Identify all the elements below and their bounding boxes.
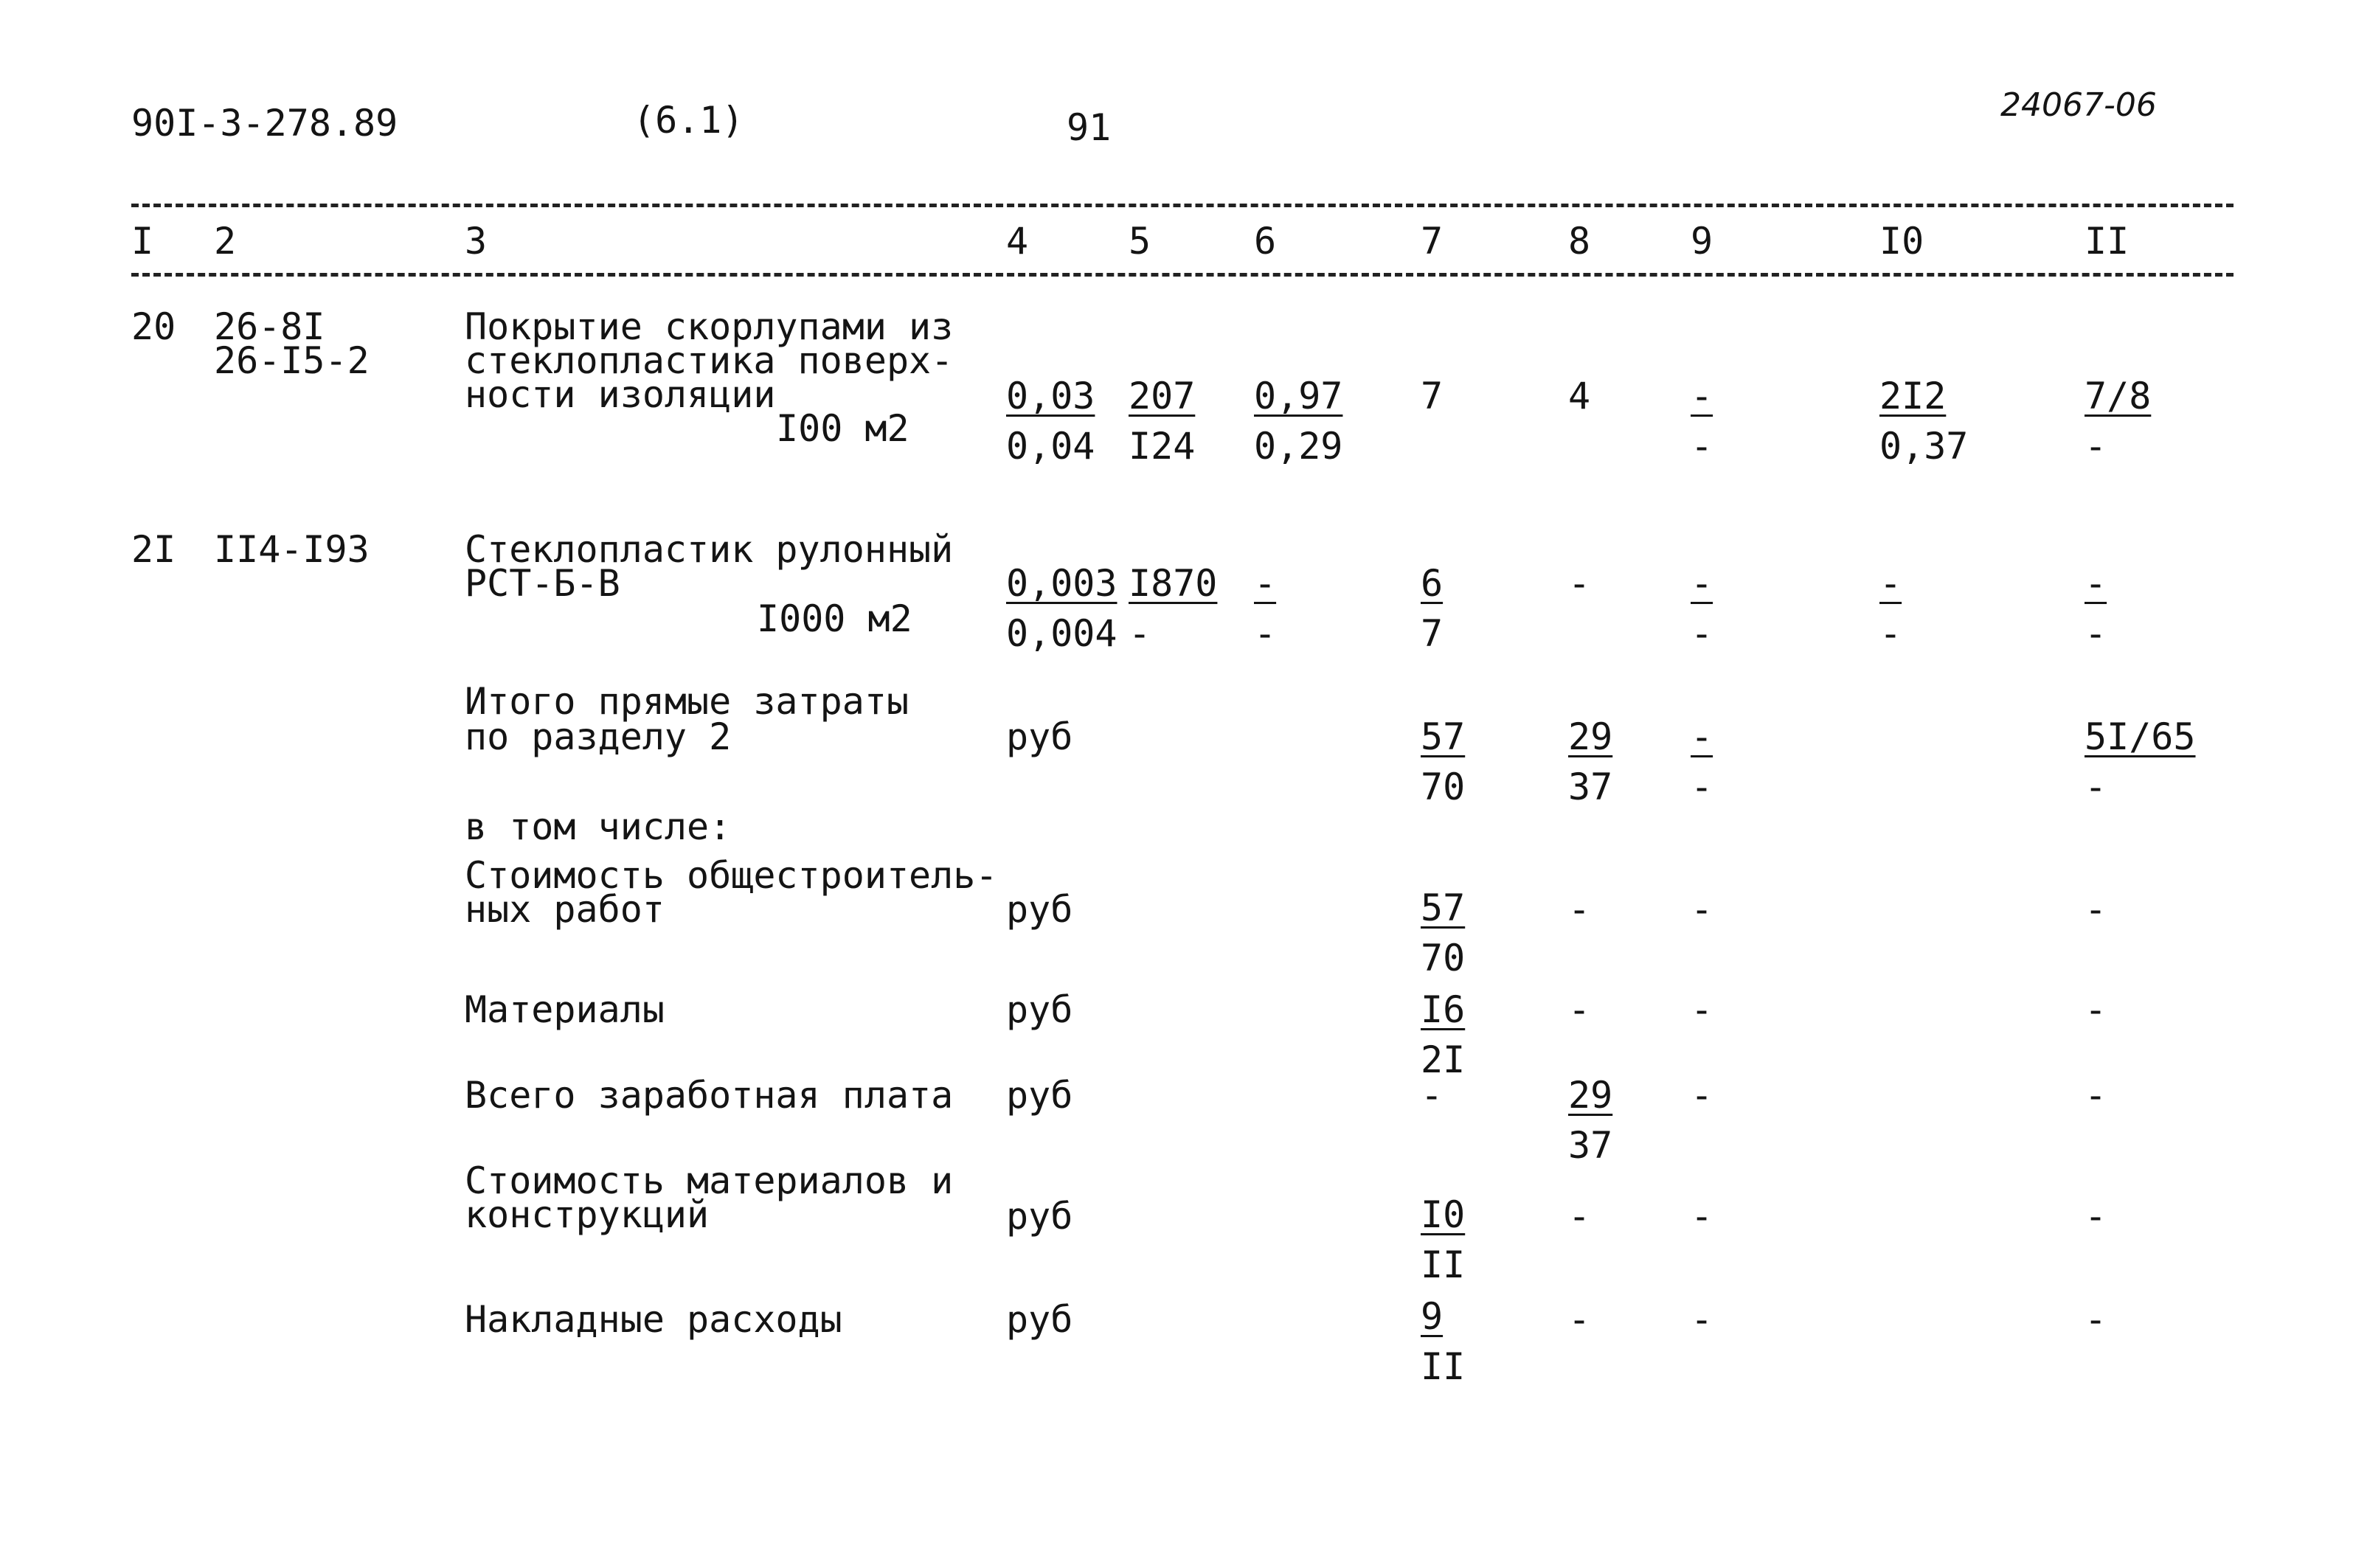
breakdown-label: Стоимость материалов и — [465, 1159, 954, 1202]
cell-value: - — [1568, 1298, 1591, 1341]
column-header: 3 — [465, 220, 488, 263]
cell-value: - — [1691, 375, 1713, 417]
cell-value: 37 — [1568, 1124, 1613, 1167]
cell-value: I870 — [1129, 562, 1218, 605]
cell-value: - — [2085, 988, 2107, 1031]
measure-unit: I00 м2 — [776, 407, 909, 450]
cell-value: 57 — [1421, 887, 1466, 929]
cell-value: 0,97 — [1254, 375, 1343, 417]
cell-value: - — [1691, 766, 1713, 808]
cell-value: - — [2085, 1195, 2107, 1238]
cell-value: - — [1691, 612, 1713, 655]
column-header: I0 — [1879, 220, 1924, 263]
cell-value: - — [2085, 612, 2107, 655]
cell-value: 7 — [1421, 612, 1444, 655]
breakdown-label: Материалы — [465, 988, 665, 1031]
cell-value: - — [1691, 1298, 1713, 1341]
cell-value: 2I — [1421, 1038, 1466, 1081]
currency-unit: руб — [1006, 888, 1073, 931]
cell-value: - — [1568, 988, 1591, 1031]
cell-value: 0,003 — [1006, 562, 1117, 605]
cell-value: - — [1691, 988, 1713, 1031]
breakdown-label: Стоимость общестроитель- — [465, 854, 998, 897]
cell-value: 9 — [1421, 1295, 1444, 1338]
measure-unit: I000 м2 — [757, 597, 912, 640]
cell-value: 6 — [1421, 562, 1444, 605]
norm-code: 26-8I — [214, 305, 325, 348]
cell-value: - — [2085, 1298, 2107, 1341]
header-rule-bottom — [131, 273, 2234, 277]
cell-value: II — [1421, 1345, 1466, 1388]
column-header: II — [2085, 220, 2130, 263]
cell-value: 0,03 — [1006, 375, 1095, 417]
work-description: Покрытие скорлупами из — [465, 305, 954, 348]
cell-value: 70 — [1421, 766, 1466, 808]
work-description: Стеклопластик рулонный — [465, 528, 954, 571]
cell-value: - — [1691, 562, 1713, 605]
row-number: 20 — [131, 305, 176, 348]
cell-value: - — [1691, 425, 1713, 468]
cell-value: 7 — [1421, 375, 1444, 417]
cell-value: - — [1568, 562, 1591, 605]
archive-stamp: 24067-06 — [2000, 86, 2157, 124]
cell-value: - — [1691, 1195, 1713, 1238]
cell-value: - — [1879, 562, 1902, 605]
cell-value: 29 — [1568, 1074, 1613, 1117]
document-number: 90I-3-278.89 — [131, 102, 398, 145]
column-header: 8 — [1568, 220, 1591, 263]
cell-value: 5I/65 — [2085, 715, 2196, 758]
cell-value: - — [1691, 1074, 1713, 1117]
cell-value: I6 — [1421, 988, 1466, 1031]
cell-value: 29 — [1568, 715, 1613, 758]
norm-code: 26-I5-2 — [214, 339, 370, 382]
currency-unit: руб — [1006, 1074, 1073, 1117]
column-header: 2 — [214, 220, 237, 263]
header-rule-top — [131, 204, 2234, 207]
column-header: I — [131, 220, 154, 263]
cell-value: - — [1691, 715, 1713, 758]
breakdown-label: Накладные расходы — [465, 1298, 842, 1341]
breakdown-label: ных работ — [465, 888, 665, 931]
cell-value: 0,29 — [1254, 425, 1343, 468]
section-number: (6.1) — [633, 99, 744, 142]
cell-value: 0,04 — [1006, 425, 1095, 468]
currency-unit: руб — [1006, 715, 1073, 758]
cell-value: I24 — [1129, 425, 1196, 468]
cell-value: - — [1568, 1195, 1591, 1238]
cell-value: - — [1129, 612, 1151, 655]
cell-value: - — [1568, 888, 1591, 931]
total-label: по разделу 2 — [465, 715, 732, 758]
cell-value: - — [1691, 888, 1713, 931]
cell-value: 207 — [1129, 375, 1196, 417]
cell-value: I0 — [1421, 1193, 1466, 1236]
cell-value: 57 — [1421, 715, 1466, 758]
row-number: 2I — [131, 528, 176, 571]
column-header: 9 — [1691, 220, 1713, 263]
breakdown-label: конструкций — [465, 1193, 710, 1236]
work-description: РСТ-Б-В — [465, 562, 620, 605]
cell-value: - — [1254, 562, 1277, 605]
cell-value: 0,004 — [1006, 612, 1117, 655]
including-label: в том числе: — [465, 805, 732, 848]
cell-value: 4 — [1568, 375, 1591, 417]
work-description: ности изоляции — [465, 373, 776, 416]
column-header: 4 — [1006, 220, 1029, 263]
cell-value: - — [1421, 1074, 1444, 1117]
work-description: стеклопластика поверх- — [465, 339, 954, 382]
cell-value: 70 — [1421, 937, 1466, 979]
cell-value: - — [2085, 888, 2107, 931]
norm-code: II4-I93 — [214, 528, 370, 571]
cell-value: - — [2085, 425, 2107, 468]
cell-value: 0,37 — [1879, 425, 1969, 468]
cell-value: - — [2085, 766, 2107, 808]
cell-value: 37 — [1568, 766, 1613, 808]
total-label: Итого прямые затраты — [465, 680, 909, 723]
currency-unit: руб — [1006, 1195, 1073, 1238]
cell-value: - — [2085, 1074, 2107, 1117]
cell-value: 2I2 — [1879, 375, 1947, 417]
column-header: 7 — [1421, 220, 1444, 263]
cell-value: - — [1254, 612, 1277, 655]
currency-unit: руб — [1006, 1298, 1073, 1341]
currency-unit: руб — [1006, 988, 1073, 1031]
cell-value: 7/8 — [2085, 375, 2152, 417]
column-header: 5 — [1129, 220, 1151, 263]
cell-value: - — [1879, 612, 1902, 655]
cell-value: II — [1421, 1243, 1466, 1286]
breakdown-label: Всего заработная плата — [465, 1074, 954, 1117]
cell-value: - — [2085, 562, 2107, 605]
column-header: 6 — [1254, 220, 1277, 263]
page-number: 91 — [1067, 106, 1112, 149]
